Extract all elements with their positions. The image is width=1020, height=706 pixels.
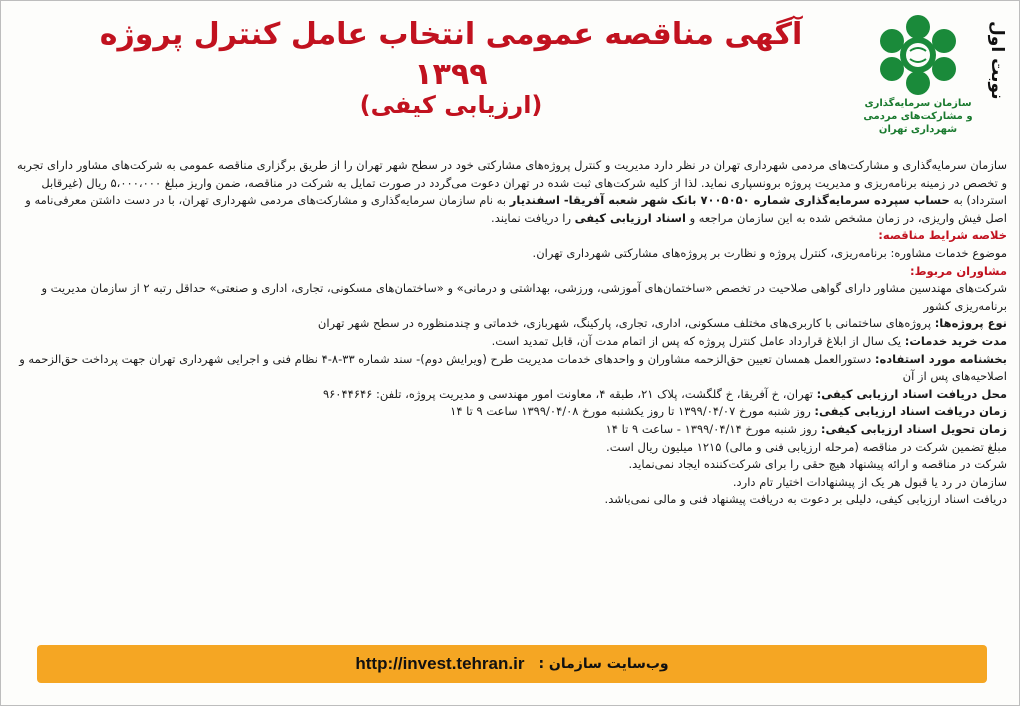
intro-part-1: سازمان سرمایه‌گذاری و مشارکت‌های مردمی شهرداری تهران در نظر دارد مدیریت و کنترل پروژه‌های مشارکتی خود در سطح شهر تهران را از طریق برگزاری مناقصه عمومی به شرکت‌های مشاور دارای تجربه و تخصص در زمینه برنامه‌ریزی و مدیریت پروژه برونسپاری نماید. لذا از کلیه شرکت‌های ثبت شده در تهران دعوت می‌گردد در صورت تمایل به شرکت در مناقصه، ضمن واریز مبلغ ۵،۰۰۰،۰۰۰ ریال (غیرقابل استرداد) به xyxy=(16,158,1007,208)
consultants-heading: مشاوران مربوط: xyxy=(909,263,1007,278)
intro-part-3: را دریافت نمایند. xyxy=(491,210,571,225)
website-link[interactable]: http://invest.tehran.ir xyxy=(355,654,525,673)
circular-line xyxy=(17,351,1007,386)
round-badge: نوبت اول xyxy=(987,21,1007,100)
delivery-time-value: روز شنبه مورخ ۱۳۹۹/۰۴/۱۴ - ساعت ۹ تا ۱۴ xyxy=(605,421,818,436)
duration-value: یک سال از ابلاغ قرارداد عامل کنترل پروژه که پس از اتمام مدت آن، قابل تمدید است. xyxy=(491,333,902,348)
delivery-time-line xyxy=(17,421,1007,439)
duration-label: مدت خرید خدمات: xyxy=(904,333,1007,348)
website-bar xyxy=(37,645,987,683)
receive-time-line xyxy=(17,403,1007,421)
receive-time-value: روز شنبه مورخ ۱۳۹۹/۰۴/۰۷ تا روز یکشنبه مورخ ۱۳۹۹/۰۴/۰۸ ساعت ۹ تا ۱۴ xyxy=(450,404,811,419)
project-type-label: نوع پروژه‌ها: xyxy=(934,316,1007,331)
project-type-value: پروژه‌های ساختمانی با کاربری‌های مختلف مسکونی، اداری، تجاری، پارکینگ، شهربازی، خدماتی و چندمنظوره در سطح شهر تهران xyxy=(317,316,932,331)
duration-line xyxy=(17,333,1007,351)
logo-line-2: و مشارکت‌های مردمی شهرداری تهران xyxy=(863,111,973,135)
intro-paragraph xyxy=(17,157,1007,227)
project-type-line xyxy=(17,315,1007,333)
place-value: تهران، خ آفریقا، خ گلگشت، پلاک ۲۱، طبقه ۴، معاونت امور مهندسی و مدیریت پروژه، تلفن: ۹۶۰۴۴۶۴۶ xyxy=(322,386,813,401)
notice-title: آگهی مناقصه عمومی انتخاب عامل کنترل پروژه ۱۳۹۹ xyxy=(99,17,803,92)
guarantee-line: مبلغ تضمین شرکت در مناقصه (مرحله ارزیابی فنی و مالی) ۱۲۱۵ میلیون ریال است. xyxy=(606,439,1007,454)
notice-body xyxy=(17,157,1007,509)
circular-value: دستورالعمل همسان تعیین حق‌الزحمه مشاوران و واحدهای خدمات مدیریت طرح (ویرایش دوم)- سند شماره ۳۳-۸-۴ نظام فنی و اجرایی شهرداری تهران جهت پرداخت حق‌الزحمه و اصلاحیه‌های پس از آن xyxy=(19,351,1007,384)
consultants-text: شرکت‌های مهندسین مشاور دارای گواهی صلاحیت در تخصص «ساختمان‌های آموزشی، ورزشی، بهداشتی و درمانی» و «ساختمان‌های مسکونی، تجاری، اداری و صنعتی» حداقل رتبه ۲ از سازمان مدیریت و برنامه‌ریزی کشور xyxy=(41,281,1007,313)
note-3: دریافت اسناد ارزیابی کیفی، دلیلی بر دعوت به دریافت پیشنهاد فنی و مالی نمی‌باشد. xyxy=(604,492,1007,507)
note-1: شرکت در مناقصه و ارائه پیشنهاد هیچ حقی را برای شرکت‌کننده ایجاد نمی‌نماید. xyxy=(628,457,1007,472)
logo-line-1: سازمان سرمایه‌گذاری xyxy=(864,98,972,109)
intro-part-2: به نام سازمان سرمایه‌گذاری و مشارکت‌های مردمی شهرداری تهران، با در دست داشتن معرفی‌نامه و اصل فیش واریزی، در زمان مشخص شده به این سازمان مراجعه و xyxy=(25,193,1007,225)
account-info: حساب سپرده سرمایه‌گذاری شماره ۷۰۰۵۰۵۰ بانک شهر شعبه آفریقا- اسفندیار xyxy=(509,193,950,208)
receive-time-label: زمان دریافت اسناد ارزیابی کیفی: xyxy=(814,404,1007,419)
subject-line: موضوع خدمات مشاوره: برنامه‌ریزی، کنترل پروژه و نظارت بر پروژه‌های مشارکتی شهرداری تهران. xyxy=(532,245,1007,260)
summary-heading: خلاصه شرایط مناقصه: xyxy=(878,228,1007,243)
circular-label: بخشنامه مورد استفاده: xyxy=(874,351,1007,366)
notice-subtitle: (ارزیابی کیفی) xyxy=(359,91,543,119)
note-2: سازمان در رد یا قبول هر یک از پیشنهادات اختیار تام دارد. xyxy=(732,474,1007,489)
place-line xyxy=(17,386,1007,404)
delivery-time-label: زمان تحویل اسناد ارزیابی کیفی: xyxy=(820,421,1007,436)
place-label: محل دریافت اسناد ارزیابی کیفی: xyxy=(816,386,1007,401)
organization-logo xyxy=(843,13,993,141)
website-label: وب‌سایت سازمان : xyxy=(538,656,669,672)
tehran-municipality-flower-emblem-icon xyxy=(870,13,966,97)
docs-label: اسناد ارزیابی کیفی xyxy=(574,210,686,225)
